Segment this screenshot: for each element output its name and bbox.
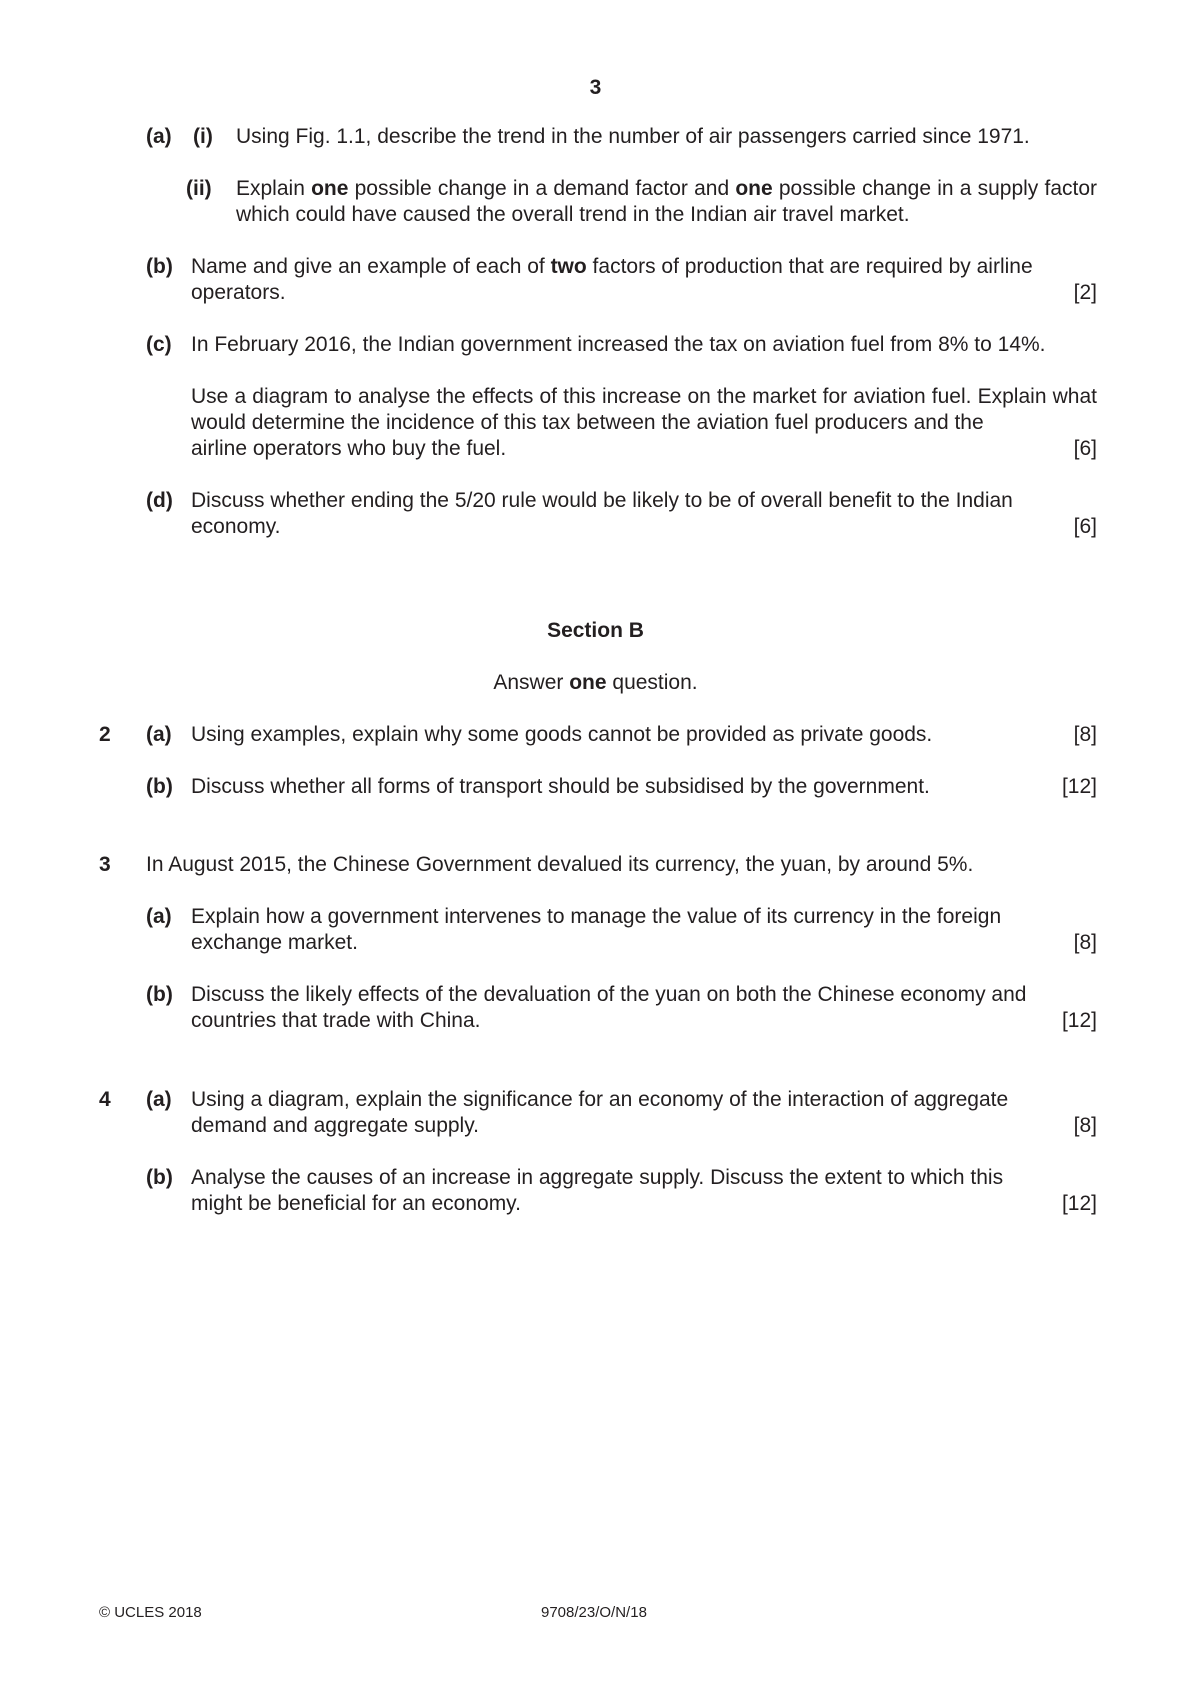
marks: [12] xyxy=(1061,1192,1097,1215)
question-text: Using examples, explain why some goods cannot be provided as private goods. [8] xyxy=(191,723,1097,746)
section-title: Section B xyxy=(547,619,644,642)
question-text: Explain one possible change in a demand factor and one possible change in a supply factor which could have caused the overall trend in the Indian air travel market. xyxy=(236,177,1098,226)
part-label: (b) xyxy=(146,983,173,1006)
marks: [8] xyxy=(1073,1114,1097,1137)
part-label: (c) xyxy=(146,333,172,356)
footer-paper-code: 9708/23/O/N/18 xyxy=(541,1604,647,1621)
question-text: Using a diagram, explain the significance for an economy of the interaction of aggregate demand and aggregate supply. [8] xyxy=(191,1088,1097,1137)
part-label: (b) xyxy=(146,1166,173,1189)
part-label: (a) xyxy=(146,905,172,928)
question-number: 3 xyxy=(99,853,111,876)
question-text: Use a diagram to analyse the effects of this increase on the market for aviation fuel. Explain what would determine the incidence of this tax between the aviation fuel producers and the airline operators who buy the fuel. [6] xyxy=(191,385,1097,460)
question-text: Name and give an example of each of two factors of production that are required by airline operators. [2] xyxy=(191,255,1097,304)
subpart-label: (ii) xyxy=(186,177,212,200)
question-text: Discuss whether ending the 5/20 rule would be likely to be of overall benefit to the Indian economy. [6] xyxy=(191,489,1097,538)
marks: [6] xyxy=(1073,515,1097,538)
section-instruction: Answer one question. xyxy=(493,671,698,694)
part-label: (b) xyxy=(146,775,173,798)
marks: [12] xyxy=(1061,1009,1097,1032)
question-number: 2 xyxy=(99,723,111,746)
marks: [2] xyxy=(1073,281,1097,304)
marks: [8] xyxy=(1073,931,1097,954)
part-label: (a) xyxy=(146,723,172,746)
part-label: (d) xyxy=(146,489,173,512)
part-label: (b) xyxy=(146,255,173,278)
question-text: In February 2016, the Indian government increased the tax on aviation fuel from 8% to 14%. xyxy=(191,333,1046,356)
page-number: 3 xyxy=(589,76,602,99)
subpart-label: (i) xyxy=(193,125,213,148)
question-text: In August 2015, the Chinese Government devalued its currency, the yuan, by around 5%. xyxy=(146,853,974,876)
question-text: Discuss whether all forms of transport should be subsidised by the government. [12] xyxy=(191,775,1097,798)
question-number: 4 xyxy=(99,1088,111,1111)
question-text: Analyse the causes of an increase in aggregate supply. Discuss the extent to which this might be beneficial for an economy. [12] xyxy=(191,1166,1097,1215)
marks: [6] xyxy=(1073,437,1097,460)
part-label: (a) xyxy=(146,125,172,148)
question-text: Explain how a government intervenes to manage the value of its currency in the foreign exchange market. [8] xyxy=(191,905,1097,954)
question-text: Discuss the likely effects of the devaluation of the yuan on both the Chinese economy and countries that trade with China. [12] xyxy=(191,983,1097,1032)
marks: [8] xyxy=(1073,723,1097,746)
footer-copyright: © UCLES 2018 xyxy=(99,1604,202,1621)
question-text: Using Fig. 1.1, describe the trend in the number of air passengers carried since 1971. xyxy=(236,125,1030,148)
part-label: (a) xyxy=(146,1088,172,1111)
marks: [12] xyxy=(1061,775,1097,798)
